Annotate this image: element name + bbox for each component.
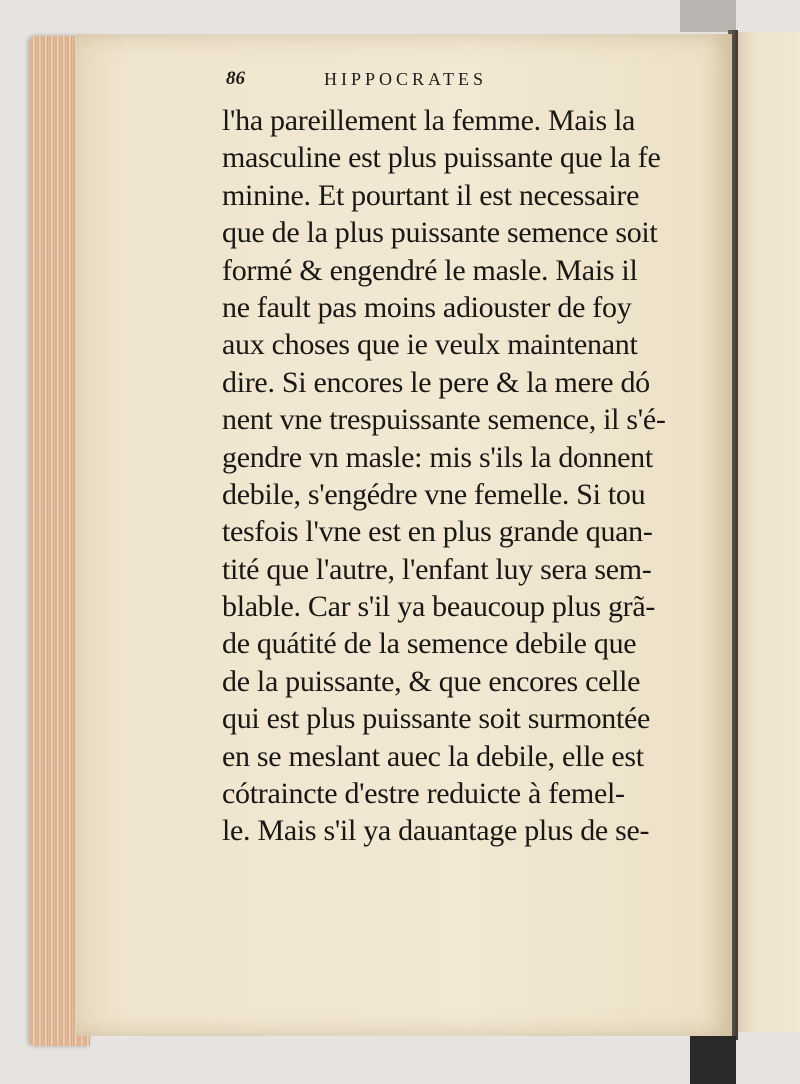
- text-line: aux choses que ie veulx maintenant: [222, 328, 638, 362]
- text-line: cótraincte d'estre reduicte à femel-: [222, 777, 625, 811]
- text-line: tité que l'autre, l'enfant luy sera sem-: [222, 552, 652, 586]
- text-line: tesfois l'vne est en plus grande quan-: [222, 515, 653, 549]
- text-line: dire. Si encores le pere & la mere dó: [222, 365, 650, 399]
- scan-background-top: [680, 0, 736, 32]
- running-head: HIPPOCRATES: [324, 69, 488, 89]
- text-line: le. Mais s'il ya dauantage plus de se-: [222, 814, 650, 848]
- page-number: 86: [226, 68, 245, 89]
- page-header: [226, 68, 666, 92]
- text-line: de quátité de la semence debile que: [222, 627, 637, 661]
- text-line: en se meslant auec la debile, elle est: [222, 739, 644, 773]
- text-line: minine. Et pourtant il est necessaire: [222, 178, 640, 212]
- text-line: formé & engendré le masle. Mais il: [222, 253, 638, 287]
- text-line: de la puissante, & que encores celle: [222, 664, 641, 698]
- text-line: l'ha pareillement la femme. Mais la: [222, 104, 636, 137]
- text-line: qui est plus puissante soit surmontée: [222, 702, 651, 736]
- scan-background-bottom: [690, 1036, 736, 1084]
- text-line: debile, s'engédre vne femelle. Si tou: [222, 477, 646, 511]
- text-line: blable. Car s'il ya beaucoup plus grã-: [222, 590, 656, 624]
- text-line: nent vne trespuissante semence, il s'é-: [222, 403, 666, 437]
- facing-page: [736, 32, 800, 1032]
- text-line: que de la plus puissante semence soit: [222, 216, 658, 250]
- body-text: [222, 102, 672, 850]
- text-line: gendre vn masle: mis s'ils la donnent: [222, 440, 653, 474]
- text-line: masculine est plus puissante que la fe: [222, 141, 661, 175]
- text-line: ne fault pas moins adiouster de foy: [222, 290, 632, 324]
